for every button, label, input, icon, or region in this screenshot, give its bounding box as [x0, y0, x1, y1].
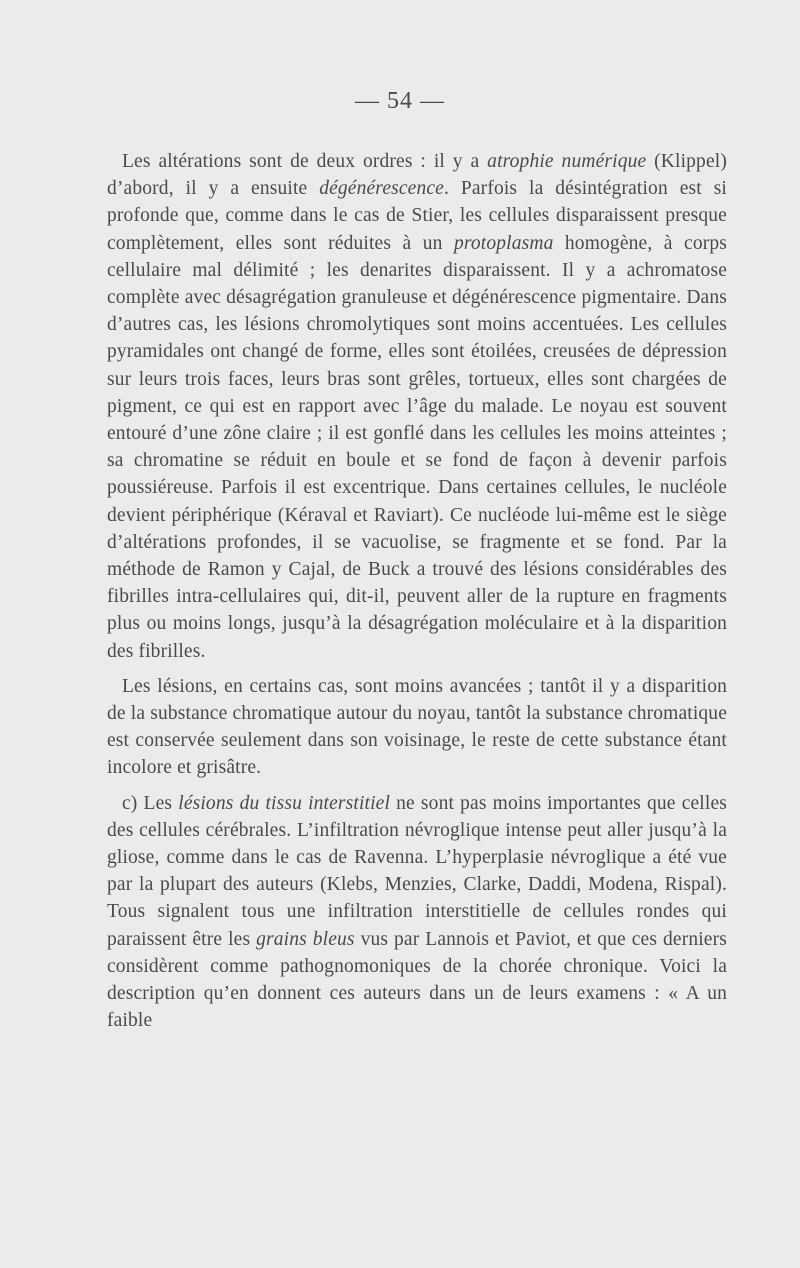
paragraph-2: [107, 673, 727, 782]
body-text: [107, 148, 727, 1035]
paragraph-1: [107, 148, 727, 665]
italic-term: atrophie numérique: [487, 151, 647, 172]
paragraph-3: [107, 790, 727, 1035]
text-segment: . Parfois la désintégration est si profonde que, comme dans le cas de Stier, les cellules disparaissent presque complètement, elles sont réduites à un: [107, 178, 727, 254]
italic-term: protoplasma: [453, 232, 554, 254]
italic-term: lésions du tissu interstitiel: [178, 792, 391, 814]
text-segment: Les lésions, en certains cas, sont moins avancées ; tantôt il y a disparition de la substance chromatique autour du noyau, tantôt la substance chromatique est conservée seulement dans son voisinage, le reste de cette substance étant incolore et grisâtre.: [107, 675, 727, 779]
text-segment: vus par Lannois et Paviot, et que ces derniers considèrent comme pathognomoniques de la chorée chronique. Voici la description qu’en donnent ces auteurs dans un de leurs examens : « A un faible: [107, 928, 727, 1032]
text-segment: ne sont pas moins importantes que celles des cellules cérébrales. L’infiltration névroglique intense peut aller jusqu’à la gliose, comme dans le cas de Ravenna. L’hyperplasie névroglique a été vue par la plupart des auteurs (Klebs, Menzies, Clarke, Daddi, Modena, Rispal). Tous signalent tous une infiltration interstitielle de cellules rondes qui paraissent être les: [107, 792, 727, 950]
text-segment: homogène, à corps cellulaire mal délimité ; les denarites disparaissent. Il y a achromatose complète avec désagrégation granuleuse et dégénérescence pigmentaire. Dans d’autres cas, les lésions chromolytiques sont moins accentuées. Les cellules pyramidales ont changé de forme, elles sont étoilées, creusées de dépression sur leurs trois faces, leurs bras sont grêles, tortueux, elles sont chargées de pigment, ce qui est en rapport avec l’âge du malade. Le noyau est souvent entouré d’une zône claire ; il est gonflé dans les cellules les moins atteintes ; sa chromatine se réduit en boule et se fond de façon à devenir parfois poussiéreuse. Parfois il est excentrique. Dans certaines cellules, le nucléole devient périphérique (Kéraval et Raviart). Ce nucléode lui-même est le siège d’altérations profondes, il se vacuolise, se fragmente et se fond. Par la méthode de Ramon y Cajal, de Buck a trouvé des lésions considérables des fibrilles intra-cellulaires qui, dit-il, peuvent aller de la rupture en fragments plus ou moins longs, jusqu’à la désagrégation moléculaire et à la disparition des fibrilles.: [107, 232, 727, 662]
page-number: — 54 —: [355, 88, 445, 114]
italic-term: dégénérescence: [319, 178, 444, 200]
italic-term: grains bleus: [256, 928, 355, 950]
text-segment: c) Les: [122, 792, 179, 814]
text-segment: Les altérations sont de deux ordres : il y a: [122, 151, 488, 172]
text-segment: (Klippel) d’abord, il y a ensuite: [107, 151, 727, 200]
